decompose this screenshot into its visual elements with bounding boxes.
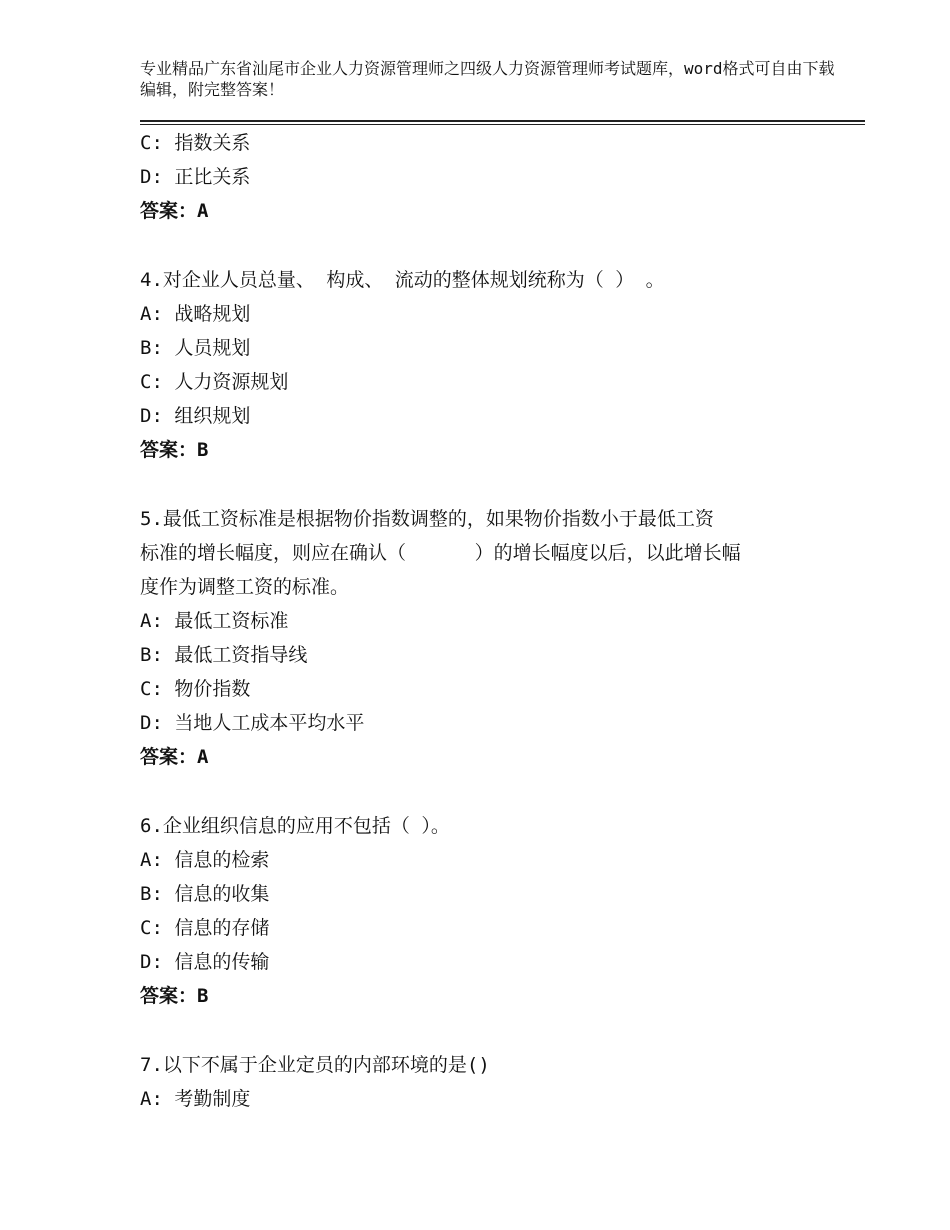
option-c: C: 物价指数 <box>140 678 251 700</box>
question-4: 4.对企业人员总量、 构成、 流动的整体规划统称为（ ） 。 <box>140 269 665 291</box>
option-d: D: 正比关系 <box>140 166 251 188</box>
header-rule <box>140 120 865 122</box>
answer: 答案：B <box>140 985 209 1007</box>
answer: 答案：B <box>140 439 209 461</box>
option-a: A: 考勤制度 <box>140 1088 251 1110</box>
option-b: B: 最低工资指导线 <box>140 644 308 666</box>
option-b: B: 信息的收集 <box>140 883 270 905</box>
question-7: 7.以下不属于企业定员的内部环境的是() <box>140 1054 490 1076</box>
option-d: D: 当地人工成本平均水平 <box>140 712 365 734</box>
document-header: 专业精品广东省汕尾市企业人力资源管理师之四级人力资源管理师考试题库，word格式可自由下载编辑，附完整答案！ <box>140 59 835 99</box>
option-a: A: 战略规划 <box>140 303 251 325</box>
option-d: D: 组织规划 <box>140 405 251 427</box>
question-5-line-1: 5.最低工资标准是根据物价指数调整的，如果物价指数小于最低工资 <box>140 508 714 530</box>
option-c: C: 指数关系 <box>140 132 251 154</box>
answer: 答案：A <box>140 200 209 222</box>
question-5-line-3: 度作为调整工资的标准。 <box>140 576 350 598</box>
question-6: 6.企业组织信息的应用不包括（ ）。 <box>140 815 450 837</box>
option-b: B: 人员规划 <box>140 337 251 359</box>
header-rule-thin <box>140 124 865 125</box>
option-a: A: 最低工资标准 <box>140 610 289 632</box>
option-a: A: 信息的检索 <box>140 849 270 871</box>
option-d: D: 信息的传输 <box>140 951 270 973</box>
answer: 答案：A <box>140 746 209 768</box>
question-5-line-2: 标准的增长幅度，则应在确认（ ）的增长幅度以后，以此增长幅 <box>140 542 741 564</box>
option-c: C: 人力资源规划 <box>140 371 289 393</box>
option-c: C: 信息的存储 <box>140 917 270 939</box>
